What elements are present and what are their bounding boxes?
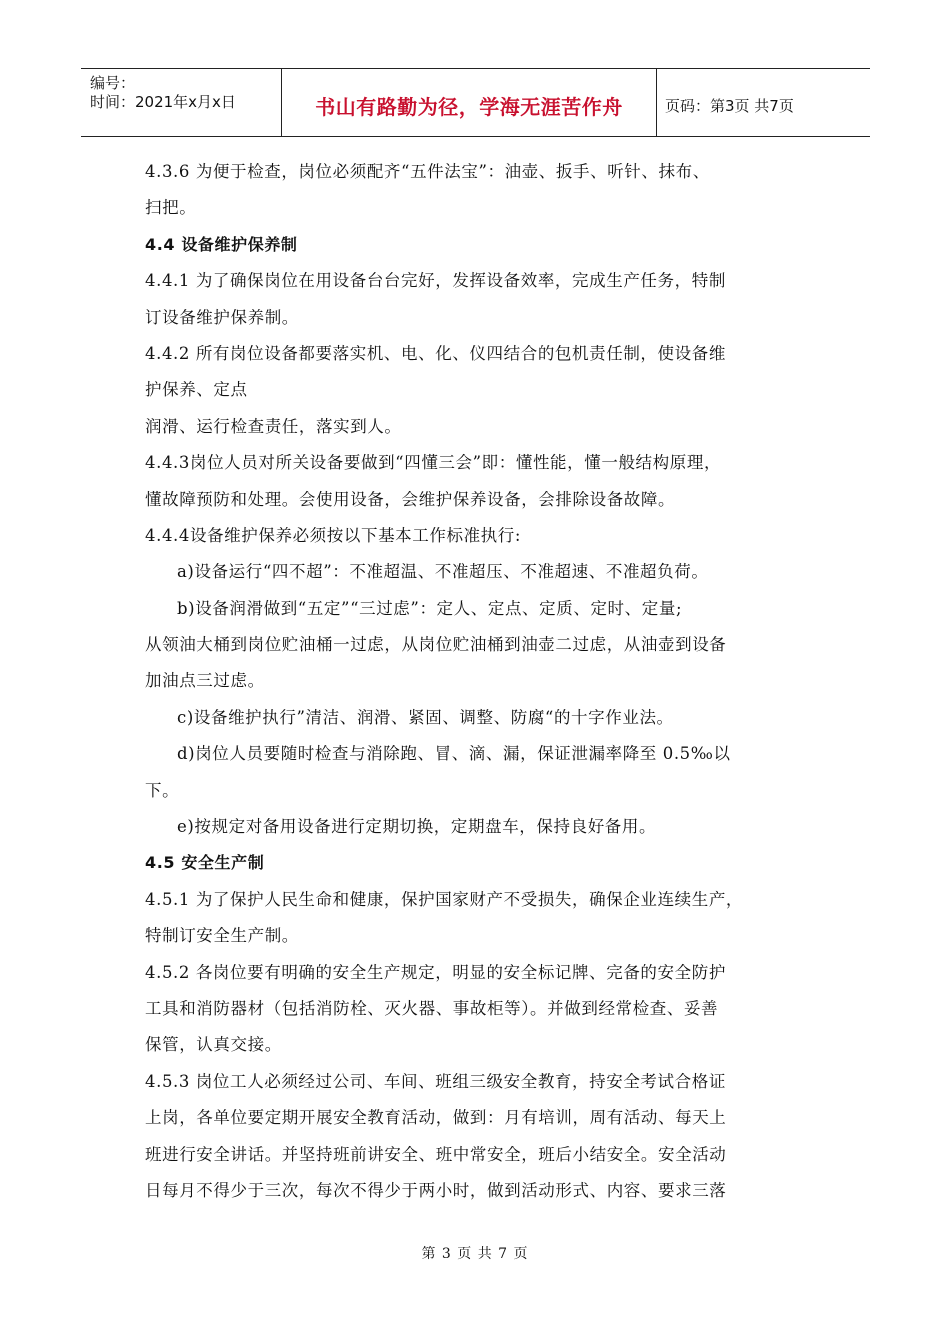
body-text-line: 4.4.1 为了确保岗位在用设备台台完好，发挥设备效率，完成生产任务，特制	[145, 271, 726, 291]
body-text-line: 特制订安全生产制。	[145, 926, 299, 946]
body-text-line: 工具和消防器材（包括消防栓、灭火器、事故柜等）。并做到经常检查、妥善	[145, 998, 719, 1018]
body-text-line: 润滑、运行检查责任，落实到人。	[145, 416, 402, 436]
header-meta-cell	[81, 69, 282, 136]
body-text-line: 扫把。	[145, 198, 197, 218]
body-text-line: 4.4.3岗位人员对所关设备要做到“四懂三会”即：懂性能，懂一般结构原理，	[145, 453, 722, 473]
body-text-line: d)岗位人员要随时检查与消除跑、冒、滴、漏，保证泄漏率降至 0.5‰以	[177, 744, 731, 764]
body-text-line: 4.5.1 为了保护人民生命和健康，保护国家财产不受损失，确保企业连续生产，	[145, 889, 744, 909]
body-text-line: 从领油大桶到岗位贮油桶一过虑，从岗位贮油桶到油壶二过虑，从油壶到设备	[145, 635, 727, 655]
section-heading: 4.5 安全生产制	[145, 853, 265, 873]
body-text-line: 4.3.6 为便于检查，岗位必须配齐“五件法宝”：油壶、扳手、听针、抹布、	[145, 162, 710, 181]
body-text-line: 4.4.2 所有岗位设备都要落实机、电、化、仪四结合的包机责任制，使设备维	[145, 343, 726, 363]
body-text-line: 4.5.3 岗位工人必须经过公司、车间、班组三级安全教育，持安全考试合格证	[145, 1071, 726, 1091]
header-page-info: 页码：第3页 共7页	[665, 97, 794, 115]
header-motto: 书山有路勤为径，学海无涯苦作舟	[315, 95, 623, 119]
body-text-line: 下。	[145, 780, 180, 800]
body-text-line: 上岗，各单位要定期开展安全教育活动，做到：月有培训，周有活动、每天上	[145, 1108, 727, 1128]
body-text-line: 订设备维护保养制。	[145, 307, 299, 327]
body-text-line: 保管，认真交接。	[145, 1035, 282, 1055]
page-footer: 第 3 页 共 7 页	[421, 1246, 529, 1262]
body-text-line: 4.4.4设备维护保养必须按以下基本工作标准执行:	[145, 525, 522, 545]
document-date-label: 时间：2021年x月x日	[90, 93, 236, 111]
body-text-line: 班进行安全讲话。并坚持班前讲安全、班中常安全，班后小结安全。安全活动	[145, 1144, 727, 1164]
header-motto-cell	[282, 69, 657, 136]
header-page-cell	[657, 69, 870, 136]
body-text-line: e)按规定对备用设备进行定期切换，定期盘车，保持良好备用。	[177, 817, 657, 837]
body-text-line: 日每月不得少于三次，每次不得少于两小时，做到活动形式、内容、要求三落	[145, 1180, 727, 1200]
body-text-line: c)设备维护执行”清洁、润滑、紧固、调整、防腐“的十字作业法。	[177, 707, 674, 727]
body-text-line: 4.5.2 各岗位要有明确的安全生产规定，明显的安全标记牌、完备的安全防护	[145, 962, 726, 982]
document-number-label: 编号：	[90, 74, 136, 92]
page-header	[81, 68, 870, 137]
body-text-line: 懂故障预防和处理。会使用设备，会维护保养设备，会排除设备故障。	[145, 489, 676, 509]
body-text-line: b)设备润滑做到“五定”“三过虑”：定人、定点、定质、定时、定量;	[177, 598, 683, 618]
document-body	[145, 154, 825, 1209]
body-text-line: 加油点三过虑。	[145, 671, 265, 691]
body-text-line: a)设备运行“四不超”：不准超温、不准超压、不准超速、不准超负荷。	[177, 562, 709, 582]
body-text-line: 护保养、定点	[145, 380, 248, 400]
section-heading: 4.4 设备维护保养制	[145, 234, 298, 254]
